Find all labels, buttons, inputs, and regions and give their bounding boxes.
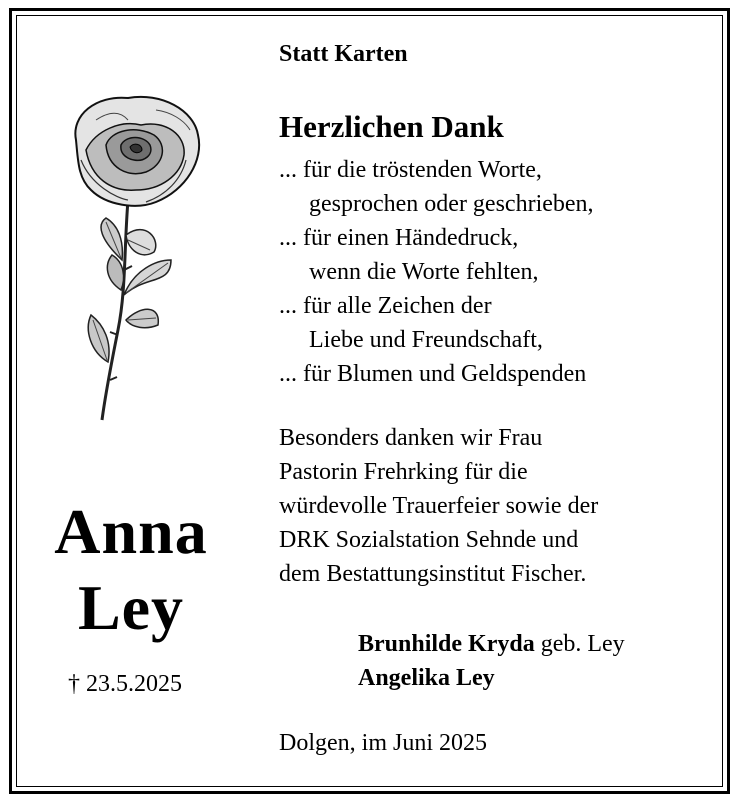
thanks-line: ... für einen Händedruck, — [279, 225, 519, 251]
signer — [358, 627, 625, 661]
thanks-line: ... für alle Zeichen der — [279, 293, 492, 319]
rose-illustration — [66, 90, 211, 425]
thanks-line: ... für die tröstenden Worte, — [279, 157, 542, 183]
signer — [358, 661, 625, 695]
signer-name: Brunhilde Kryda — [358, 631, 535, 657]
thanks-line: gesprochen oder geschrieben, — [309, 191, 594, 217]
thanks-heading: Herzlichen Dank — [279, 109, 504, 144]
last-name: Ley — [77, 572, 185, 643]
paragraph-line: DRK Sozialstation Sehnde und — [279, 527, 579, 553]
signer-suffix: geb. Ley — [534, 631, 625, 657]
deceased-name — [26, 494, 236, 646]
thanks-line: wenn die Worte fehlten, — [309, 259, 539, 285]
paragraph-line: Besonders danken wir Frau — [279, 425, 543, 451]
statt-karten-heading: Statt Karten — [279, 41, 408, 67]
paragraph-line: würdevolle Trauerfeier sowie der — [279, 493, 599, 519]
first-name: Anna — [54, 496, 208, 567]
paragraph-line: Pastorin Frehrking für die — [279, 459, 528, 485]
special-thanks-paragraph — [279, 421, 598, 591]
signers — [358, 627, 625, 695]
thanks-line: Liebe und Freundschaft, — [309, 327, 543, 353]
paragraph-line: dem Bestattungsinstitut Fischer. — [279, 561, 587, 587]
thanks-lines — [279, 153, 594, 391]
place-date: Dolgen, im Juni 2025 — [279, 730, 487, 756]
thanks-line: ... für Blumen und Geldspenden — [279, 361, 587, 387]
signer-name: Angelika Ley — [358, 665, 495, 691]
death-date: † 23.5.2025 — [68, 671, 182, 697]
